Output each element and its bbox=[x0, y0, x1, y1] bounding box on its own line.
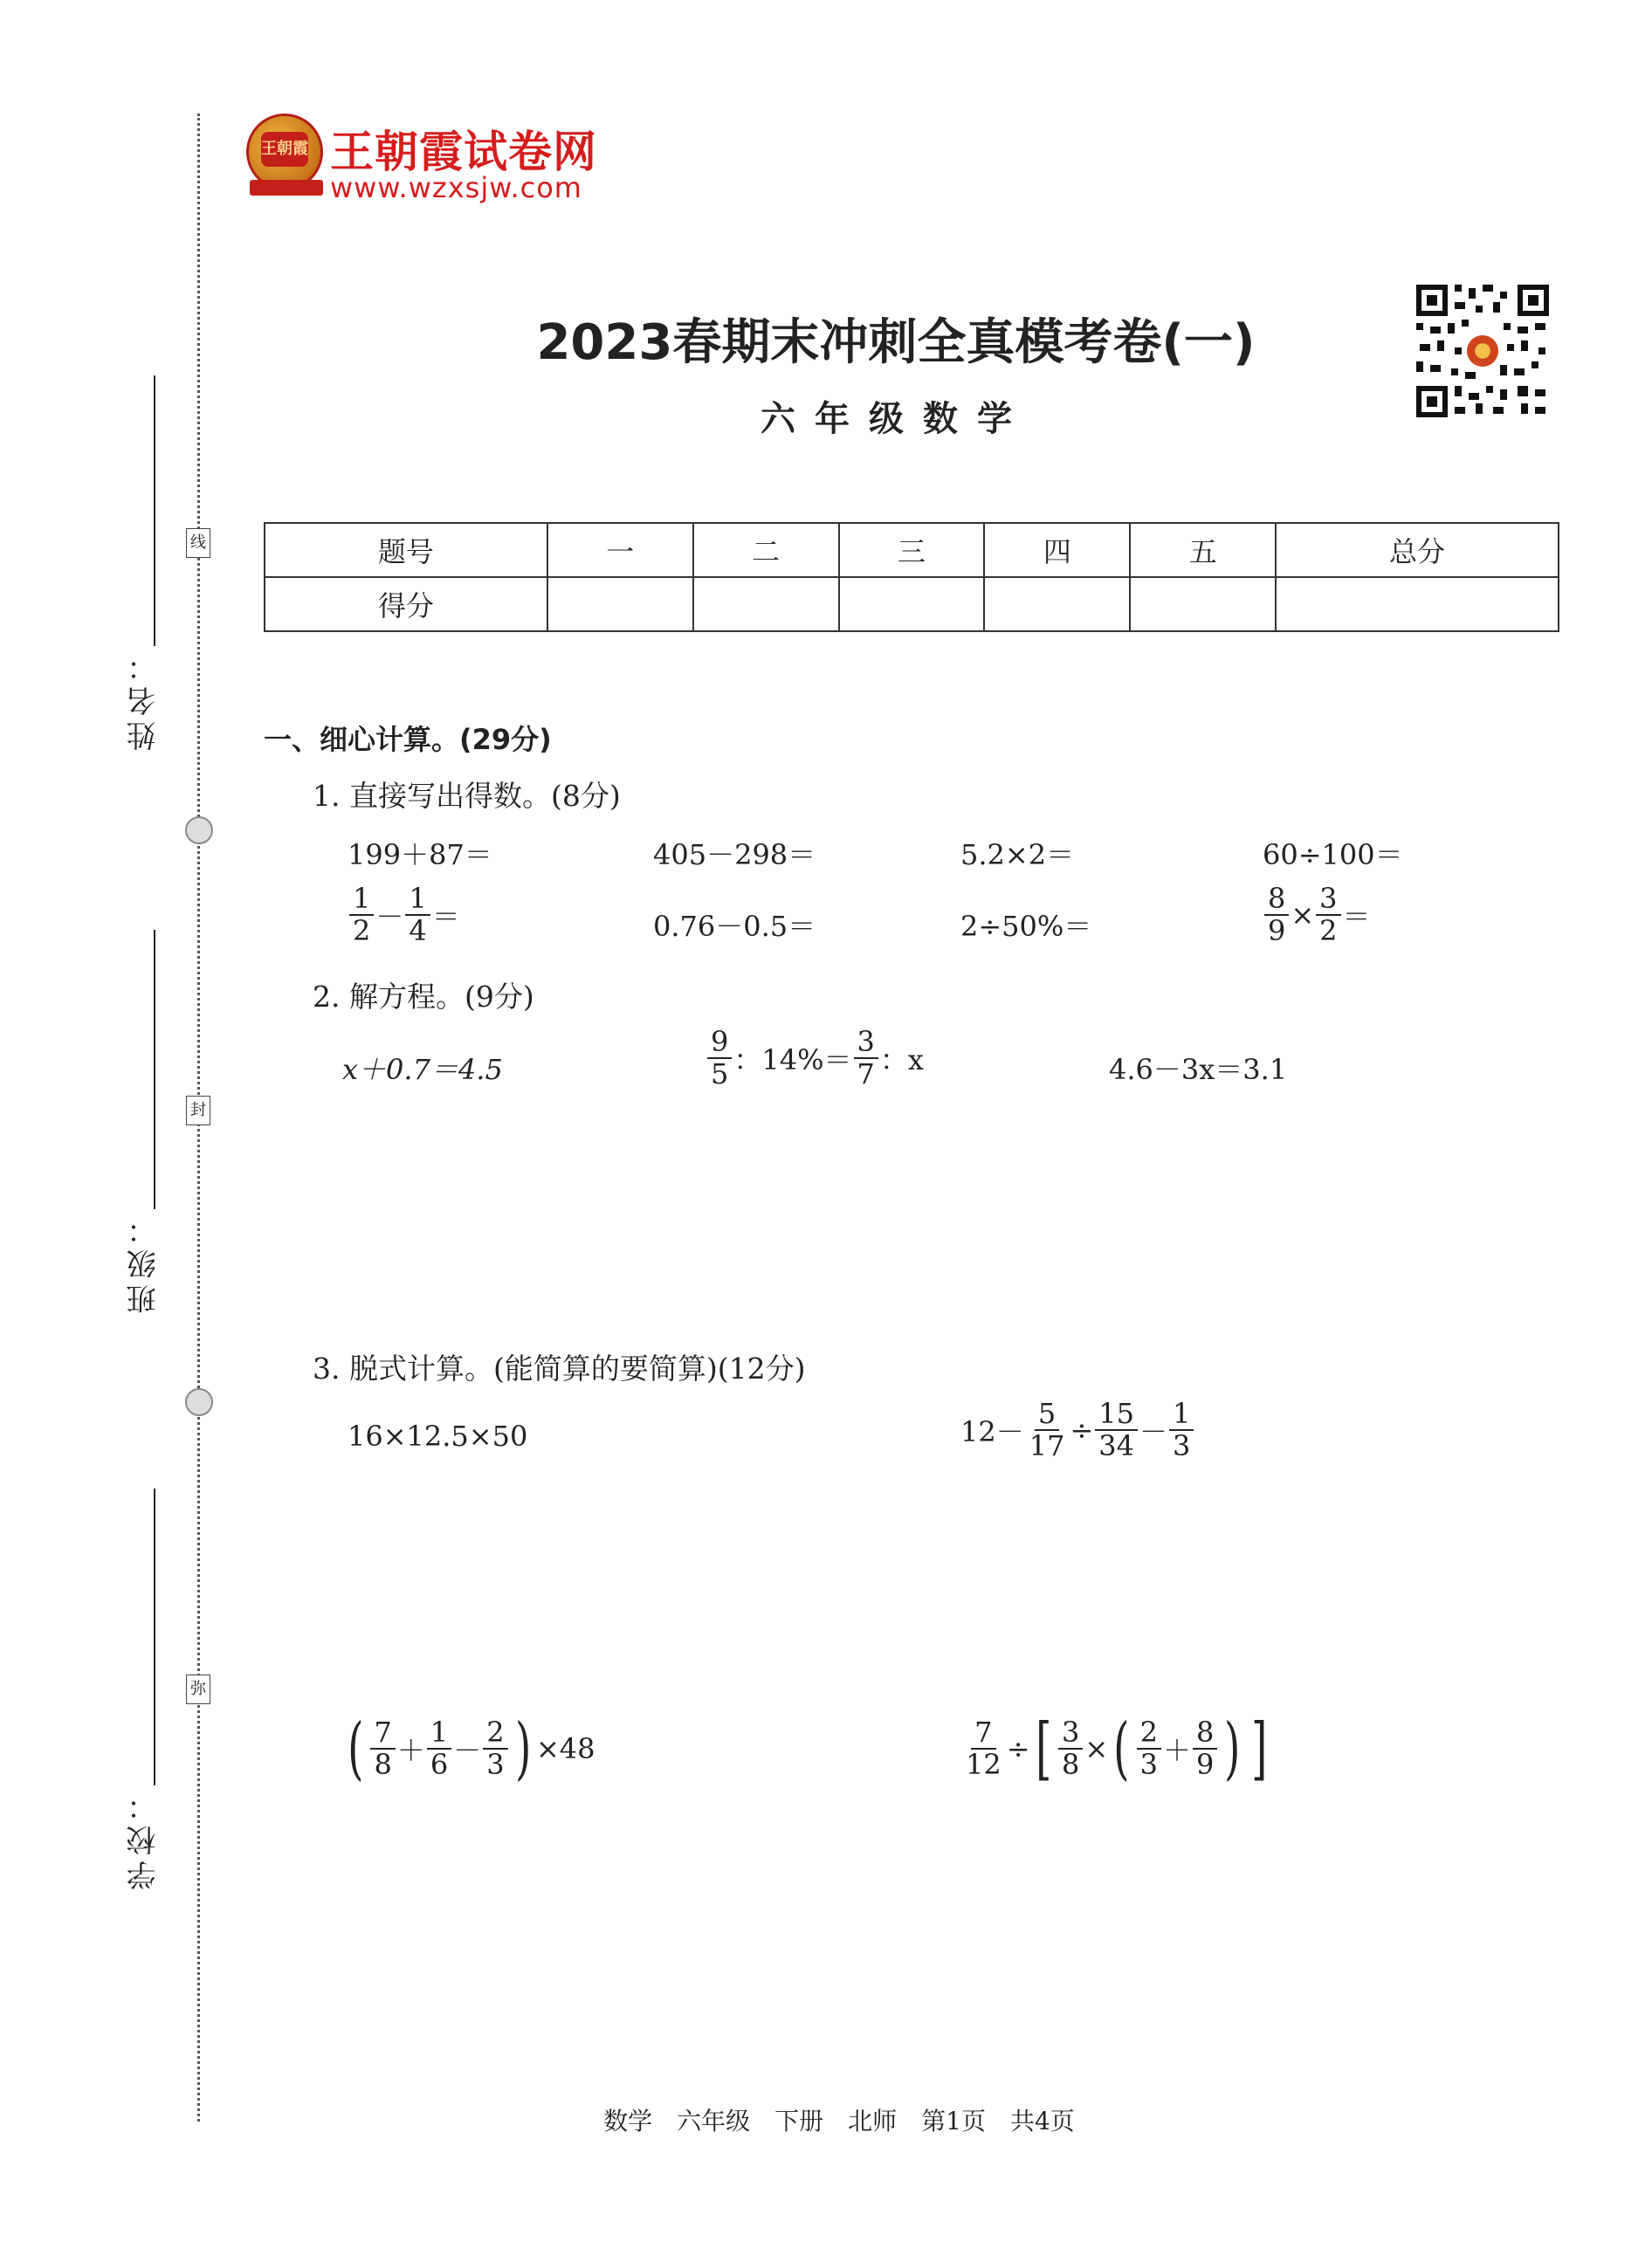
numerator: 1 bbox=[405, 884, 430, 916]
denominator: 7 bbox=[857, 1057, 875, 1091]
right-paren: ) bbox=[1224, 1709, 1241, 1788]
seal-line-mark: 线 bbox=[186, 528, 210, 558]
score-table-header-row bbox=[265, 523, 1559, 577]
expr-part: 12－ bbox=[960, 1415, 1024, 1449]
page-title: 2023春期末冲刺全真模考卷(一) bbox=[536, 314, 1256, 371]
numerator: 15 bbox=[1095, 1399, 1138, 1431]
denominator: 6 bbox=[430, 1748, 449, 1781]
q1-fraction-item bbox=[348, 884, 460, 946]
logo-ribbon bbox=[250, 180, 323, 196]
left-paren: ( bbox=[348, 1709, 364, 1788]
q2-label: 2. 解方程。(9分) bbox=[313, 980, 534, 1014]
operator: － bbox=[453, 1734, 482, 1767]
operator: × bbox=[1084, 1732, 1109, 1765]
score-header-cell: 二 bbox=[693, 523, 839, 577]
score-input-cell[interactable] bbox=[1130, 577, 1276, 631]
ratio-middle: ：14%＝ bbox=[733, 1043, 852, 1077]
denominator: 2 bbox=[1319, 914, 1338, 948]
q2-equation bbox=[706, 1027, 924, 1090]
numerator: 2 bbox=[1137, 1717, 1161, 1750]
page-footer: 数学 六年级 下册 北师 第1页 共4页 bbox=[603, 2107, 1075, 2136]
denominator: 17 bbox=[1029, 1429, 1065, 1463]
seal-close-mark: 弥 bbox=[186, 1675, 210, 1704]
denominator: 9 bbox=[1195, 1748, 1215, 1781]
q1-item: 0.76－0.5＝ bbox=[653, 910, 816, 943]
numerator: 7 bbox=[971, 1717, 995, 1750]
denominator: 34 bbox=[1098, 1429, 1134, 1463]
logo-title: 王朝霞试卷网 bbox=[330, 127, 597, 177]
operator: － bbox=[1139, 1415, 1167, 1449]
q3-expression bbox=[342, 1709, 595, 1788]
school-fill-line bbox=[154, 1489, 155, 1785]
numerator: 3 bbox=[1316, 884, 1340, 916]
operator: ÷ bbox=[1070, 1413, 1094, 1448]
q1-item: 5.2×2＝ bbox=[960, 838, 1075, 871]
q3-expression: 16×12.5×50 bbox=[348, 1420, 528, 1453]
score-table bbox=[264, 522, 1559, 632]
section-1-heading: 一、细心计算。(29分) bbox=[264, 723, 552, 756]
numerator: 3 bbox=[1058, 1717, 1083, 1750]
logo-url[interactable]: www.wzxsjw.com bbox=[330, 171, 582, 204]
numerator: 9 bbox=[707, 1027, 732, 1059]
score-header-cell: 五 bbox=[1130, 523, 1276, 577]
score-header-cell: 一 bbox=[547, 523, 693, 577]
q2-equation: x＋0.7＝4.5 bbox=[342, 1053, 503, 1086]
operator: ÷ bbox=[1006, 1732, 1030, 1765]
score-input-cell[interactable] bbox=[839, 577, 985, 631]
qr-code-icon bbox=[1413, 281, 1552, 421]
q3-expression bbox=[960, 1399, 1195, 1462]
class-fill-line bbox=[154, 930, 155, 1209]
denominator: 3 bbox=[1139, 1748, 1158, 1781]
numerator: 8 bbox=[1193, 1717, 1217, 1750]
operator: ＋ bbox=[396, 1734, 425, 1767]
ratio-tail: ：x bbox=[879, 1043, 924, 1077]
denominator: 5 bbox=[711, 1057, 729, 1091]
denominator: 9 bbox=[1268, 914, 1286, 948]
denominator: 12 bbox=[966, 1748, 1002, 1781]
score-row-label: 得分 bbox=[265, 577, 547, 631]
q1-item: 60÷100＝ bbox=[1263, 838, 1403, 871]
numerator: 7 bbox=[370, 1717, 395, 1750]
seal-emblem-icon bbox=[185, 816, 213, 844]
numerator: 5 bbox=[1035, 1399, 1059, 1431]
denominator: 8 bbox=[374, 1748, 392, 1781]
numerator: 3 bbox=[854, 1027, 878, 1059]
operator: ＋ bbox=[1162, 1734, 1191, 1767]
right-bracket: ] bbox=[1250, 1709, 1268, 1788]
name-label: 姓名： bbox=[127, 646, 162, 751]
score-table-score-row bbox=[265, 577, 1559, 631]
q1-label: 1. 直接写出得数。(8分) bbox=[313, 779, 621, 813]
logo-badge-text: 王朝霞 bbox=[261, 132, 308, 167]
score-input-cell[interactable] bbox=[1276, 577, 1559, 631]
numerator: 1 bbox=[1169, 1399, 1194, 1431]
logo-emblem-icon bbox=[246, 113, 323, 190]
denominator: 3 bbox=[1173, 1429, 1191, 1463]
denominator: 8 bbox=[1061, 1748, 1080, 1781]
q3-expression bbox=[960, 1709, 1272, 1788]
numerator: 1 bbox=[349, 884, 374, 916]
score-header-cell: 三 bbox=[839, 523, 985, 577]
q2-equation: 4.6－3x＝3.1 bbox=[1109, 1053, 1288, 1086]
left-bracket: [ bbox=[1035, 1709, 1051, 1788]
score-input-cell[interactable] bbox=[984, 577, 1130, 631]
page-subtitle: 六年级数学 bbox=[761, 399, 1031, 439]
seal-emblem-icon bbox=[185, 1388, 213, 1416]
score-header-cell: 总分 bbox=[1276, 523, 1559, 577]
left-paren: ( bbox=[1113, 1709, 1130, 1788]
school-label: 学校： bbox=[127, 1785, 162, 1890]
expr-tail: ×48 bbox=[535, 1732, 595, 1765]
q3-label: 3. 脱式计算。(能简算的要简算)(12分) bbox=[313, 1351, 806, 1386]
score-header-cell: 四 bbox=[984, 523, 1130, 577]
operator: × bbox=[1291, 898, 1315, 932]
numerator: 1 bbox=[427, 1717, 451, 1750]
q1-item: 405－298＝ bbox=[653, 838, 816, 871]
operator: － bbox=[375, 900, 404, 934]
score-input-cell[interactable] bbox=[547, 577, 693, 631]
denominator: 3 bbox=[486, 1748, 505, 1781]
q1-fraction-item bbox=[1263, 884, 1371, 946]
denominator: 4 bbox=[409, 914, 427, 948]
right-paren: ) bbox=[514, 1709, 531, 1788]
score-header-cell: 题号 bbox=[265, 523, 547, 577]
score-input-cell[interactable] bbox=[693, 577, 839, 631]
q1-item: 199＋87＝ bbox=[348, 838, 492, 871]
numerator: 2 bbox=[483, 1717, 507, 1750]
q1-item: 2÷50%＝ bbox=[960, 910, 1092, 943]
equals: ＝ bbox=[431, 900, 460, 934]
seal-seal-mark: 封 bbox=[186, 1096, 210, 1125]
class-label: 班级： bbox=[127, 1209, 162, 1314]
denominator: 2 bbox=[353, 914, 371, 948]
numerator: 8 bbox=[1264, 884, 1289, 916]
equals: ＝ bbox=[1342, 900, 1371, 934]
